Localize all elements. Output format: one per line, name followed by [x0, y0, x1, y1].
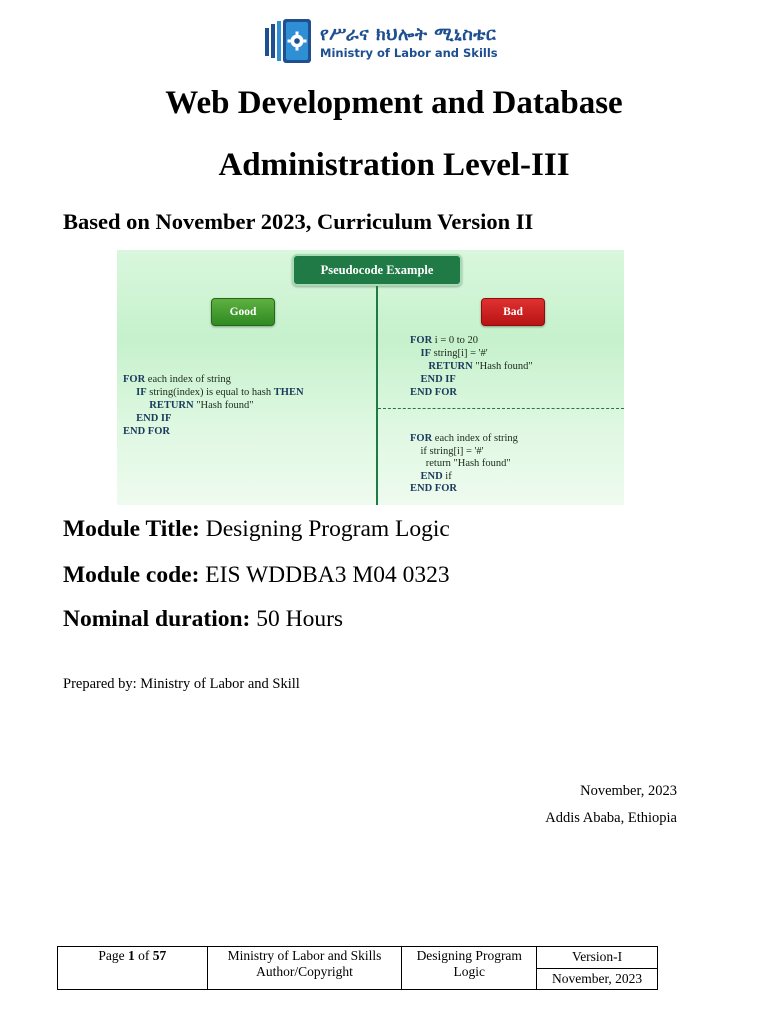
- footer-version-cell: [537, 947, 658, 990]
- footer-page-number: 1: [128, 948, 135, 963]
- figure-heading: Pseudocode Example: [292, 254, 462, 286]
- module-code-value: EIS WDDBA3 M04 0323: [199, 562, 450, 588]
- code-line: [123, 425, 304, 438]
- code-keyword: END IF: [420, 374, 456, 385]
- module-title-value: Designing Program Logic: [199, 516, 450, 542]
- code-line: [410, 373, 533, 386]
- code-keyword: RETURN: [149, 400, 194, 411]
- code-line: [410, 386, 533, 399]
- code-line: IF string(index) is equal to hash THEN: [136, 387, 304, 398]
- ministry-logo: [264, 16, 498, 66]
- nominal-duration-label: Nominal duration:: [63, 606, 251, 632]
- code-keyword: END FOR: [410, 483, 457, 494]
- code-keyword: END IF: [136, 413, 172, 424]
- footer-version: Version-I: [537, 947, 657, 969]
- code-line: FOR i = 0 to 20: [410, 335, 479, 346]
- footer-author-line-2: Author/Copyright: [256, 964, 353, 979]
- footer-page-total: 57: [152, 948, 167, 963]
- document-title-line-2: Administration Level-III: [218, 147, 570, 183]
- ministry-name-amharic: የሥራና ክህሎት ሚኒስቴር: [320, 24, 497, 45]
- publication-date: November, 2023: [580, 783, 677, 799]
- code-keyword: THEN: [273, 387, 304, 398]
- footer-author-cell: [207, 947, 402, 990]
- footer-version-date: November, 2023: [551, 971, 643, 986]
- code-line: if string[i] = '#': [420, 445, 484, 457]
- ministry-name-english: Ministry of Labor and Skills: [320, 46, 498, 60]
- nominal-duration-field: [63, 606, 343, 633]
- ministry-emblem-icon: [264, 16, 316, 66]
- figure-dashed-divider: [378, 408, 624, 409]
- code-keyword: IF: [420, 348, 431, 359]
- document-title-line-1: Web Development and Database: [165, 85, 623, 121]
- code-line: return "Hash found": [425, 458, 511, 469]
- code-keyword: FOR: [410, 335, 433, 346]
- curriculum-subtitle: Based on November 2023, Curriculum Version II: [63, 209, 534, 234]
- footer-author-line-1: Ministry of Labor and Skills: [227, 948, 382, 963]
- footer-page-prefix: Page: [98, 948, 129, 963]
- code-keyword: END FOR: [123, 426, 170, 437]
- code-keyword: IF: [136, 387, 147, 398]
- bad-pseudocode-block-2: [410, 433, 518, 496]
- bad-badge: Bad: [481, 298, 545, 326]
- code-keyword: FOR: [123, 374, 146, 385]
- code-line: RETURN "Hash found": [428, 361, 533, 372]
- code-keyword: FOR: [410, 433, 433, 444]
- code-line: FOR each index of string: [410, 433, 518, 444]
- code-line: RETURN "Hash found": [149, 400, 254, 411]
- prepared-by: Prepared by: Ministry of Labor and Skill: [63, 676, 300, 692]
- code-line: IF string[i] = '#': [420, 348, 488, 359]
- code-keyword: END FOR: [410, 387, 457, 398]
- footer-page-of: of: [134, 948, 153, 963]
- module-title-label: Module Title:: [63, 516, 200, 542]
- code-line: [410, 483, 518, 496]
- good-badge: Good: [211, 298, 275, 326]
- figure-vertical-divider: [376, 286, 378, 505]
- good-pseudocode-block: [123, 373, 304, 438]
- footer-module-cell: [402, 947, 537, 990]
- code-line: FOR each index of string: [123, 374, 231, 385]
- footer-module-line-2: Logic: [453, 964, 485, 979]
- pseudocode-example-figure: [117, 250, 624, 505]
- page-footer-table: [57, 946, 658, 990]
- nominal-duration-value: 50 Hours: [250, 606, 344, 632]
- module-code-field: [63, 562, 450, 589]
- footer-module-line-1: Designing Program: [416, 948, 522, 963]
- code-keyword: RETURN: [428, 361, 473, 372]
- code-line: [123, 412, 304, 425]
- code-line: END if: [420, 470, 452, 482]
- module-code-label: Module code:: [63, 562, 200, 588]
- publication-place: Addis Ababa, Ethiopia: [545, 810, 677, 826]
- footer-page-cell: [58, 947, 208, 990]
- code-keyword: END: [420, 470, 443, 482]
- module-title-field: [63, 516, 450, 543]
- bad-pseudocode-block-1: [410, 334, 533, 399]
